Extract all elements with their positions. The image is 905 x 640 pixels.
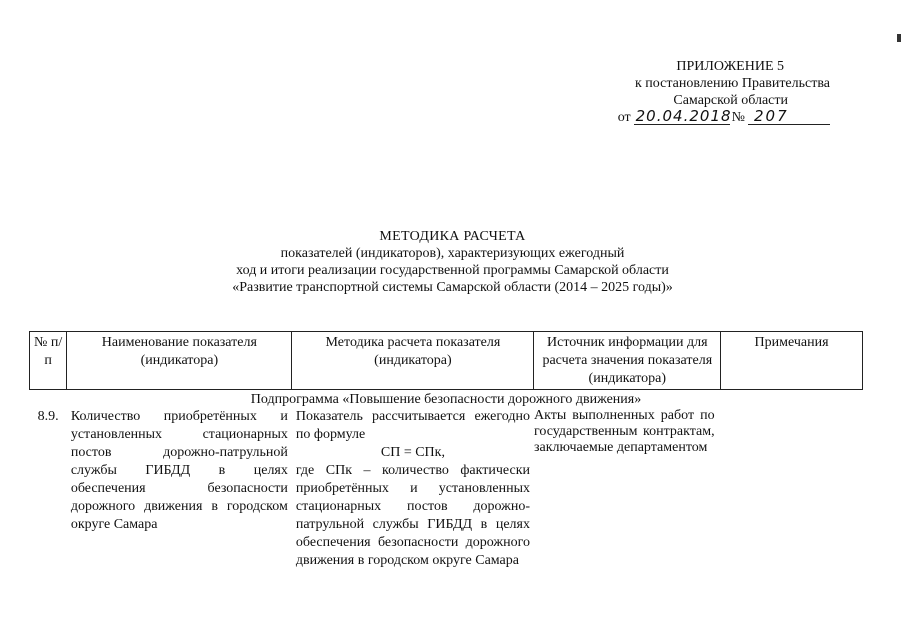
header-source: Источник информации для расчета значения показателя (индикатора) [534,332,721,390]
appendix-region-line: Самарской области [673,93,788,108]
appendix-label: ПРИЛОЖЕНИЕ 5 [676,59,784,74]
scan-mark [897,34,901,42]
subprogram-title: Подпрограмма «Повышение безопасности дорожного движения» [250,392,642,407]
indicator-table [29,331,863,570]
title-line-3: ход и итоги реализации государственной программы Самарской области [236,263,669,278]
method-formula: СП = СПк, [380,445,445,460]
title-line-2: показателей (индикаторов), характеризующих ежегодный [280,246,625,261]
title-line-4: «Развитие транспортной системы Самарской области (2014 – 2025 годы)» [232,280,673,295]
handwritten-number: 207 [748,109,830,125]
table-header-row [30,332,863,390]
appendix-header [560,58,830,126]
subprogram-row [30,390,863,409]
appendix-date-line [560,109,830,126]
row-num: 8.9. [37,409,59,424]
number-prefix: № [731,110,745,125]
document-title [0,228,905,296]
handwritten-date: 20.04.2018 [635,107,732,125]
header-num: № п/п [30,332,67,390]
table-row [30,408,863,570]
method-intro: Показатель рассчитывается ежегодно по формуле [295,409,530,442]
header-name: Наименование показателя (индикатора) [67,332,292,390]
appendix-resolution-line: к постановлению Правительства [634,76,830,91]
header-method: Методика расчета показателя (индикатора) [292,332,534,390]
row-method [292,408,534,570]
method-description: где СПк – количество фактически приобретённых и установленных стационарных постов дорожно-патрульной службы ГИБДД в целях обеспечения безопасности дорожного движения в городском округе Самара [295,463,530,568]
header-notes: Примечания [721,332,863,390]
row-name: Количество приобретённых и установленных стационарных постов дорожно-патрульной службы ГИБДД в целях обеспечения безопасности дорожного движения в городском округе Самара [70,409,288,532]
title-heading: МЕТОДИКА РАСЧЕТА [379,229,526,244]
row-source: Акты выполненных работ по государственным контрактам, заключаемые департаментом [533,408,715,455]
date-prefix: от [617,110,631,125]
row-notes [721,408,863,570]
